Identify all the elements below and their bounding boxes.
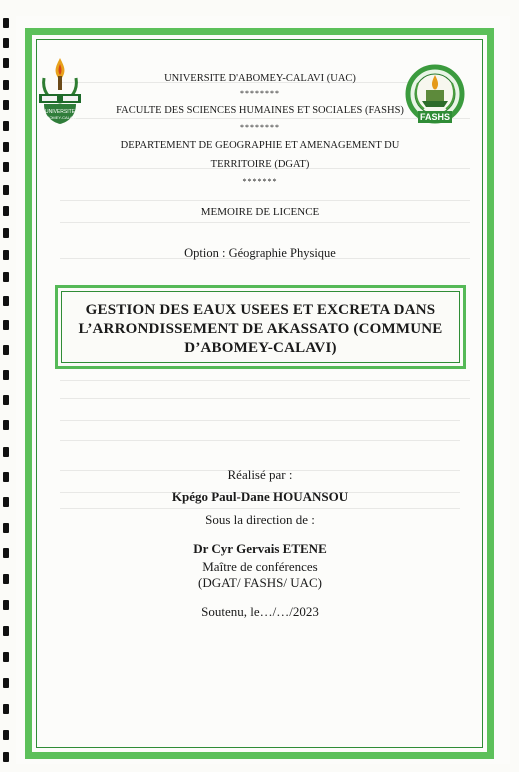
thesis-title-box — [55, 285, 466, 369]
separator-stars: ******** — [240, 89, 280, 98]
direction-label: Sous la direction de : — [205, 512, 315, 527]
svg-text:UNIVERSITE: UNIVERSITE — [44, 109, 76, 115]
option-label: Option : Géographie Physique — [184, 246, 336, 260]
separator-stars: ******* — [242, 177, 278, 186]
binding-edge-marks — [0, 0, 16, 772]
faculty-name: FACULTE DES SCIENCES HUMAINES ET SOCIALES (FASHS) — [116, 105, 404, 116]
university-name: UNIVERSITE D'ABOMEY-CALAVI (UAC) — [164, 73, 356, 84]
department-line2: TERRITOIRE (DGAT) — [210, 159, 310, 170]
thesis-title-line1: GESTION DES EAUX USEES ET EXCRETA DANS — [85, 302, 436, 318]
svg-text:ABOMEY-CALAVI: ABOMEY-CALAVI — [43, 115, 77, 120]
supervisor-rank: Maître de conférences — [202, 559, 318, 574]
green-page-frame — [25, 28, 494, 759]
thesis-title — [68, 301, 453, 358]
supervisor-affiliation: (DGAT/ FASHS/ UAC) — [198, 575, 322, 590]
realise-label: Réalisé par : — [227, 467, 293, 482]
memoire-type: MEMOIRE DE LICENCE — [200, 206, 320, 218]
defense-date: Soutenu, le…/…/2023 — [201, 604, 319, 619]
thesis-title-line2: L’ARRONDISSEMENT DE AKASSATO (COMMUNE — [78, 321, 443, 337]
thesis-title-line3: D’ABOMEY-CALAVI) — [184, 340, 337, 356]
department-line1: DEPARTEMENT DE GEOGRAPHIE ET AMENAGEMENT DU — [120, 140, 400, 151]
fashs-logo-text: FASHS — [419, 112, 450, 122]
separator-stars: ******** — [240, 123, 280, 132]
supervisor-name: Dr Cyr Gervais ETENE — [193, 541, 327, 556]
author-name: Kpégo Paul-Dane HOUANSOU — [171, 489, 349, 504]
